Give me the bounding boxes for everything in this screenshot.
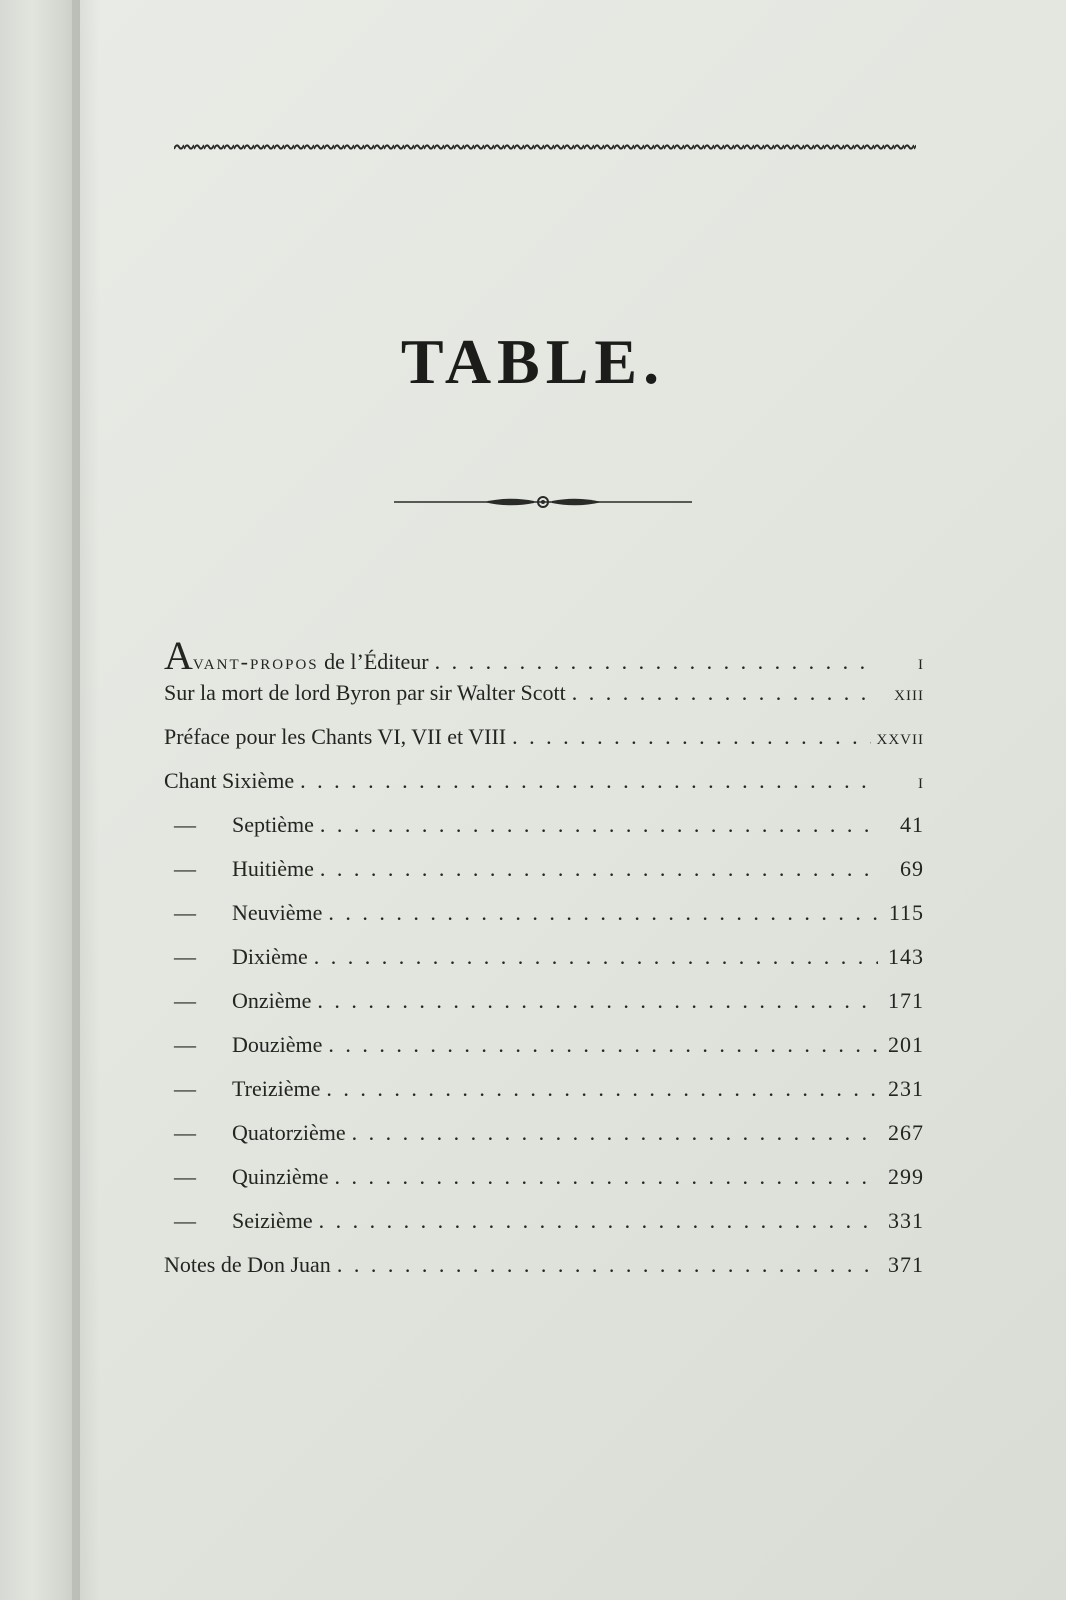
dot-leader <box>314 944 878 970</box>
toc-page-number: 331 <box>888 1208 924 1233</box>
toc-entry-label: Onzième <box>232 988 312 1013</box>
ditto-dash: — <box>174 1208 196 1233</box>
toc-entry <box>164 1208 924 1252</box>
toc-entry-label: Quinzième <box>232 1164 329 1189</box>
toc-entry <box>164 812 924 856</box>
toc-entry <box>164 1164 924 1208</box>
ditto-dash: — <box>174 944 196 969</box>
ditto-dash: — <box>174 812 196 837</box>
toc-entry-smallcaps: vant-propos <box>192 649 319 674</box>
toc-entry-label <box>164 633 429 678</box>
toc-entry <box>164 724 924 768</box>
ditto-dash: — <box>174 1164 196 1189</box>
toc-entry-label: Dixième <box>232 944 308 969</box>
toc-page-number: xxvii <box>876 724 924 749</box>
toc-page-number: 267 <box>888 1120 924 1145</box>
toc-entry <box>164 944 924 988</box>
toc-page-number: 299 <box>888 1164 924 1189</box>
toc-page-number: 231 <box>888 1076 924 1101</box>
toc-entry <box>164 1252 924 1296</box>
dot-leader <box>335 1164 878 1190</box>
dot-leader <box>328 1032 878 1058</box>
toc-entry-label: Seizième <box>232 1208 313 1233</box>
toc-page-number: xiii <box>894 680 924 705</box>
toc-entry-label: Préface pour les Chants VI, VII et VIII <box>164 724 507 749</box>
drop-initial: A <box>164 633 193 678</box>
dot-leader <box>435 649 878 675</box>
toc-entry <box>164 900 924 944</box>
toc-page-number: i <box>918 649 924 674</box>
toc-entry-label: Treizième <box>232 1076 321 1101</box>
dot-leader <box>317 988 878 1014</box>
toc-page-number: 171 <box>888 988 924 1013</box>
dot-leader <box>300 768 878 794</box>
toc-entry <box>164 680 924 724</box>
toc-page-number: 41 <box>900 812 924 837</box>
ditto-dash: — <box>174 1032 196 1057</box>
ditto-dash: — <box>174 900 196 925</box>
toc-page-number: 371 <box>888 1252 924 1277</box>
ditto-dash: — <box>174 1076 196 1101</box>
dot-leader <box>337 1252 878 1278</box>
toc-entry-label: Quatorzième <box>232 1120 346 1145</box>
toc-page-number: i <box>918 768 924 793</box>
decorative-top-rule <box>174 140 916 154</box>
toc-entry <box>164 988 924 1032</box>
ornament-divider <box>394 490 692 514</box>
toc-entry-label: Douzième <box>232 1032 323 1057</box>
dot-leader <box>319 1208 878 1234</box>
toc-entry-label: Notes de Don Juan <box>164 1252 331 1277</box>
toc-page-number: 201 <box>888 1032 924 1057</box>
toc-entry <box>164 1076 924 1120</box>
toc-entry-label-tail: de l’Éditeur <box>318 649 429 674</box>
ditto-dash: — <box>174 988 196 1013</box>
toc-entry <box>164 856 924 900</box>
toc-entry-label: Neuvième <box>232 900 323 925</box>
gutter-shadow <box>72 0 100 1600</box>
toc-page-number: 69 <box>900 856 924 881</box>
ditto-dash: — <box>174 856 196 881</box>
dot-leader <box>320 812 878 838</box>
toc-entry-label: Septième <box>232 812 314 837</box>
dot-leader <box>512 724 870 750</box>
toc-page-number: 143 <box>888 944 924 969</box>
left-page-edge <box>0 0 80 1600</box>
dot-leader <box>572 680 878 706</box>
ditto-dash: — <box>174 1120 196 1145</box>
toc-entry <box>164 1032 924 1076</box>
toc-entry-label: Huitième <box>232 856 314 881</box>
toc-entry-label: Chant Sixième <box>164 768 295 793</box>
dot-leader <box>320 856 878 882</box>
toc-entry <box>164 1120 924 1164</box>
table-of-contents <box>164 633 924 1296</box>
toc-entry <box>164 768 924 812</box>
dot-leader <box>352 1120 878 1146</box>
dot-leader <box>326 1076 878 1102</box>
toc-page-number: 115 <box>888 900 924 925</box>
toc-entry-label: Sur la mort de lord Byron par sir Walter Scott <box>164 680 566 705</box>
page-title: TABLE. <box>400 326 666 397</box>
dot-leader <box>328 900 878 926</box>
toc-entry <box>164 633 924 680</box>
